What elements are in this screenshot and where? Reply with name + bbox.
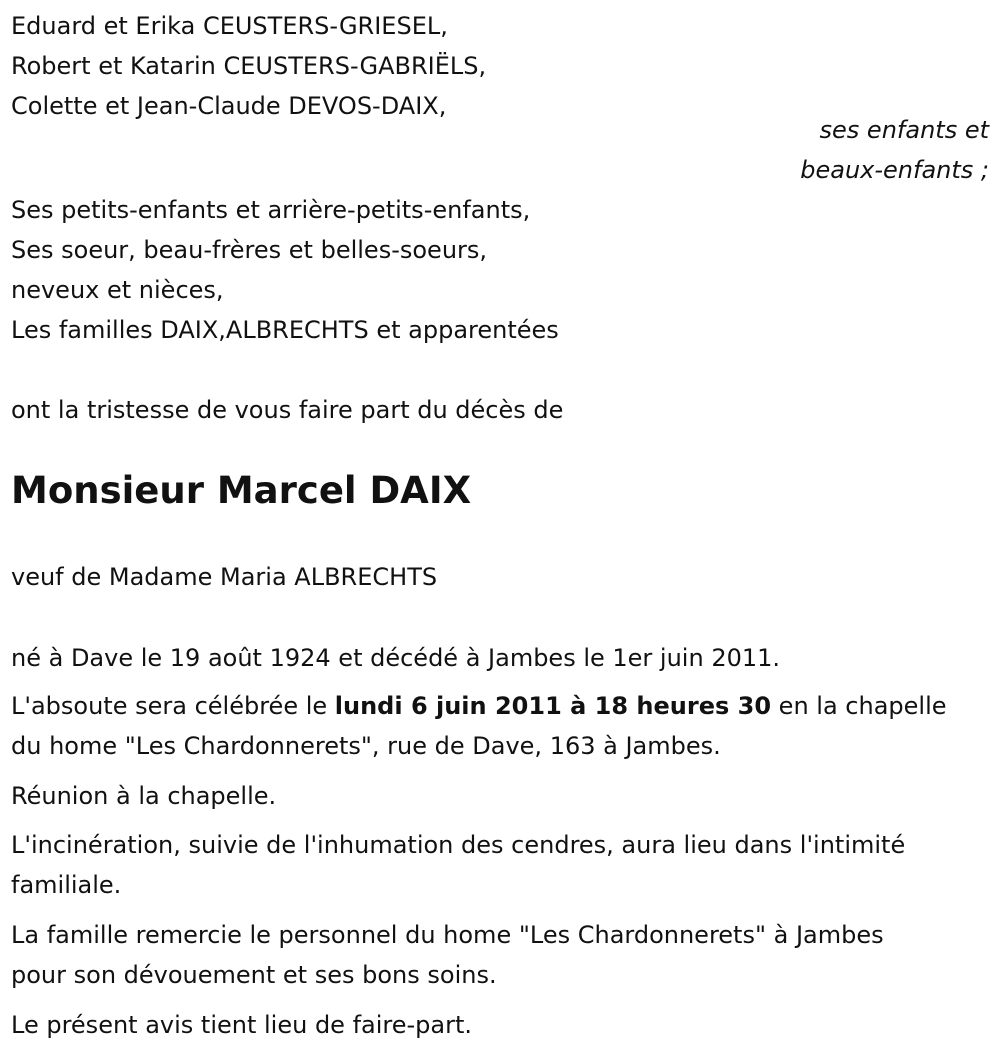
family-line-1: Ses petits-enfants et arrière-petits-enfants, <box>11 196 531 224</box>
widower-of: veuf de Madame Maria ALBRECHTS <box>11 563 438 591</box>
ceremony-prefix: L'absoute sera célébrée le <box>11 692 335 720</box>
children-role-line-1: ses enfants et <box>819 116 989 144</box>
cremation-line-2: familiale. <box>11 871 122 899</box>
family-line-2: Ses soeur, beau-frères et belles-soeurs, <box>11 236 488 264</box>
ceremony-datetime: lundi 6 juin 2011 à 18 heures 30 <box>334 692 772 720</box>
thanks-line-1: La famille remercie le personnel du home "Les Chardonnerets" à Jambes <box>11 921 884 949</box>
announcement: ont la tristesse de vous faire part du décès de <box>11 396 564 424</box>
children-line-2: Robert et Katarin CEUSTERS-GABRIËLS, <box>11 52 487 80</box>
meeting: Réunion à la chapelle. <box>11 782 277 810</box>
family-line-3: neveux et nièces, <box>11 276 224 304</box>
birth-death: né à Dave le 19 août 1924 et décédé à Jambes le 1er juin 2011. <box>11 644 781 672</box>
cremation-line-1: L'incinération, suivie de l'inhumation des cendres, aura lieu dans l'intimité <box>11 831 906 859</box>
ceremony-line-1 <box>11 686 947 726</box>
family-line-4: Les familles DAIX,ALBRECHTS et apparentées <box>11 316 559 344</box>
ceremony-line-2: du home "Les Chardonnerets", rue de Dave, 163 à Jambes. <box>11 732 721 760</box>
children-line-1: Eduard et Erika CEUSTERS-GRIESEL, <box>11 12 448 40</box>
ceremony-suffix: en la chapelle <box>771 692 947 720</box>
closing: Le présent avis tient lieu de faire-part. <box>11 1011 473 1039</box>
children-line-3: Colette et Jean-Claude DEVOS-DAIX, <box>11 92 447 120</box>
children-role-line-2: beaux-enfants ; <box>800 156 989 184</box>
thanks-line-2: pour son dévouement et ses bons soins. <box>11 961 497 989</box>
deceased-name: Monsieur Marcel DAIX <box>11 469 472 512</box>
